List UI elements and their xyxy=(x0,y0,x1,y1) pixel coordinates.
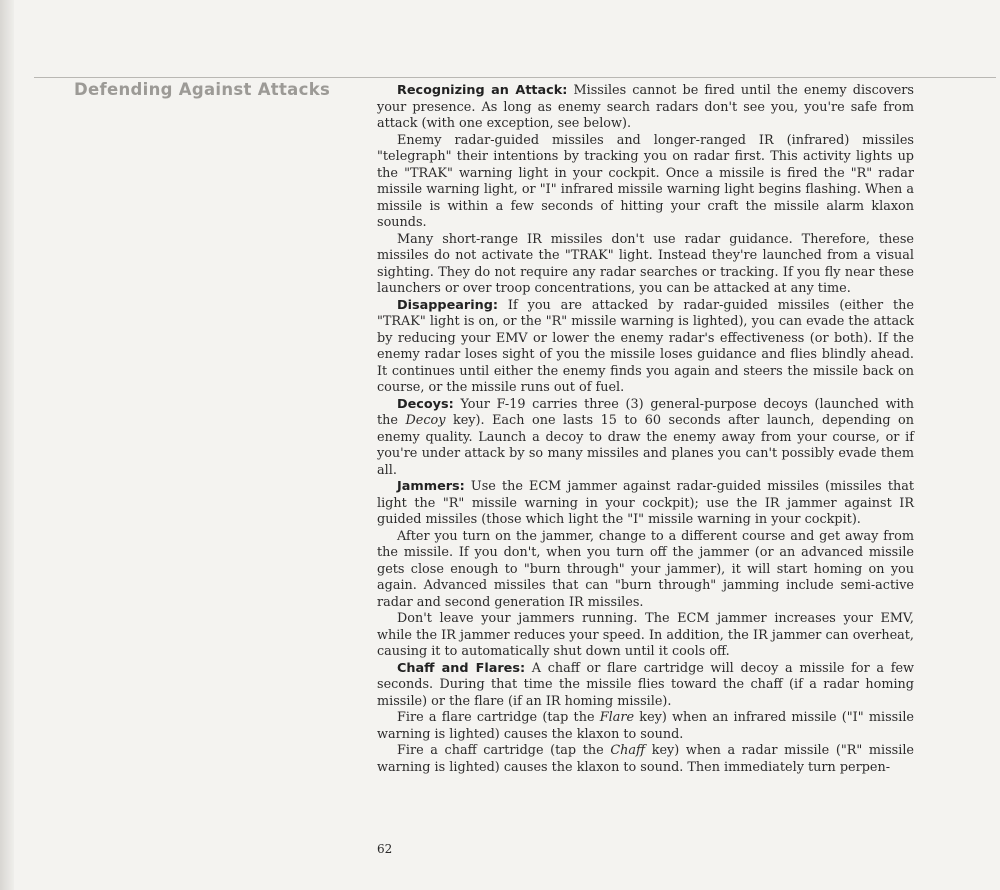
page-number: 62 xyxy=(377,842,393,856)
page-edge-shadow xyxy=(0,0,14,890)
paragraph-text: Fire a flare cartridge (tap the xyxy=(397,710,600,725)
key-name-chaff: Chaff xyxy=(610,743,646,758)
paragraph-chaff-and-flares xyxy=(377,661,914,711)
paragraph-text-after: key) when a radar missile ("R" missile warning is lighted) causes the klaxon to sound. Then immediately turn perpen- xyxy=(377,743,914,775)
subheading-jammers: Jammers: xyxy=(397,479,465,494)
paragraph-text: Fire a chaff cartridge (tap the xyxy=(397,743,611,758)
body-text xyxy=(377,83,914,776)
paragraph-text: Missiles cannot be fired until the enemy discovers your presence. As long as enemy search radars don't see you, you're safe from attack (with one exception, see below). xyxy=(377,83,914,131)
subheading-disappearing: Disappearing: xyxy=(397,297,498,313)
paragraph-text-after: key) when an infrared missile ("I" missile warning is lighted) causes the klaxon to sound. xyxy=(377,710,914,742)
paragraph-jammer-course: After you turn on the jammer, change to a different course and get away from the missile. If you don't, when you turn off the jammer (or an advanced missile gets close enough to "burn through" your jammer), it will start homing on you again. Advanced missiles that can "burn through" jamming include semi-active radar and second generation IR missiles. xyxy=(377,528,914,610)
section-heading: Defending Against Attacks xyxy=(74,80,331,99)
paragraph-chaff-cartridge xyxy=(377,743,914,776)
paragraph-text: Your F-19 carries three (3) general-purpose decoys (launched with the xyxy=(377,396,914,428)
subheading-chaff-and-flares: Chaff and Flares: xyxy=(397,660,526,676)
paragraph-jammers xyxy=(377,479,914,529)
subheading-recognizing-an-attack: Recognizing an Attack: xyxy=(397,83,568,98)
paragraph-decoys xyxy=(377,397,914,480)
paragraph-text: A chaff or flare cartridge will decoy a missile for a few seconds. During that time the missile flies toward the chaff (if a radar homing missile) or the flare (if an IR homing missile). xyxy=(377,660,915,709)
key-name-decoy: Decoy xyxy=(405,413,446,428)
paragraph-text: If you are attacked by radar-guided missiles (either the "TRAK" light is on, or the "R" missile warning is lighted), you can evade the attack by reducing your EMV or lower the enemy radar's effectiveness (or both). If the enemy radar loses sight of you the missile loses guidance and flies blindly ahead. It continues until either the enemy finds you again and steers the missile back on course, or the missile runs out of fuel. xyxy=(377,297,914,395)
paragraph-jammer-running: Don't leave your jammers running. The ECM jammer increases your EMV, while the IR jammer reduces your speed. In addition, the IR jammer can overheat, causing it to automatically shut down until it cools off. xyxy=(377,611,914,659)
paragraph-text-after: key). Each one lasts 15 to 60 seconds after launch, depending on enemy quality. Launch a decoy to draw the enemy away from your course, or if you're under attack by so many missiles and planes you can't possibly evade them all. xyxy=(377,413,914,478)
key-name-flare: Flare xyxy=(599,710,635,725)
paragraph-text: Use the ECM jammer against radar-guided missiles (missiles that light the "R" missile warning in your cockpit); use the IR jammer against IR guided missiles (those which light the "I" missile warning in your cockpit). xyxy=(377,479,914,527)
paragraph-radar-guided-missiles: Enemy radar-guided missiles and longer-ranged IR (infrared) missiles "telegraph" their intentions by tracking you on radar first. This activity lights up the "TRAK" warning light in your cockpit. Once a missile is fired the "R" radar missile warning light, or "I" infrared missile warning light begins flashing. When a missile is within a few seconds of hitting your craft the missile alarm klaxon sounds. xyxy=(377,132,914,230)
subheading-decoys: Decoys: xyxy=(397,396,454,412)
paragraph-recognizing-an-attack xyxy=(377,83,914,133)
paragraph-disappearing xyxy=(377,298,914,397)
paragraph-flare-cartridge xyxy=(377,710,914,743)
paragraph-short-range-ir: Many short-range IR missiles don't use radar guidance. Therefore, these missiles do not activate the "TRAK" light. Instead they're launched from a visual sighting. They do not require any radar searches or tracking. If you fly near these launchers or over troop concentrations, you can be attacked at any time. xyxy=(377,231,914,296)
header-rule xyxy=(34,77,996,78)
